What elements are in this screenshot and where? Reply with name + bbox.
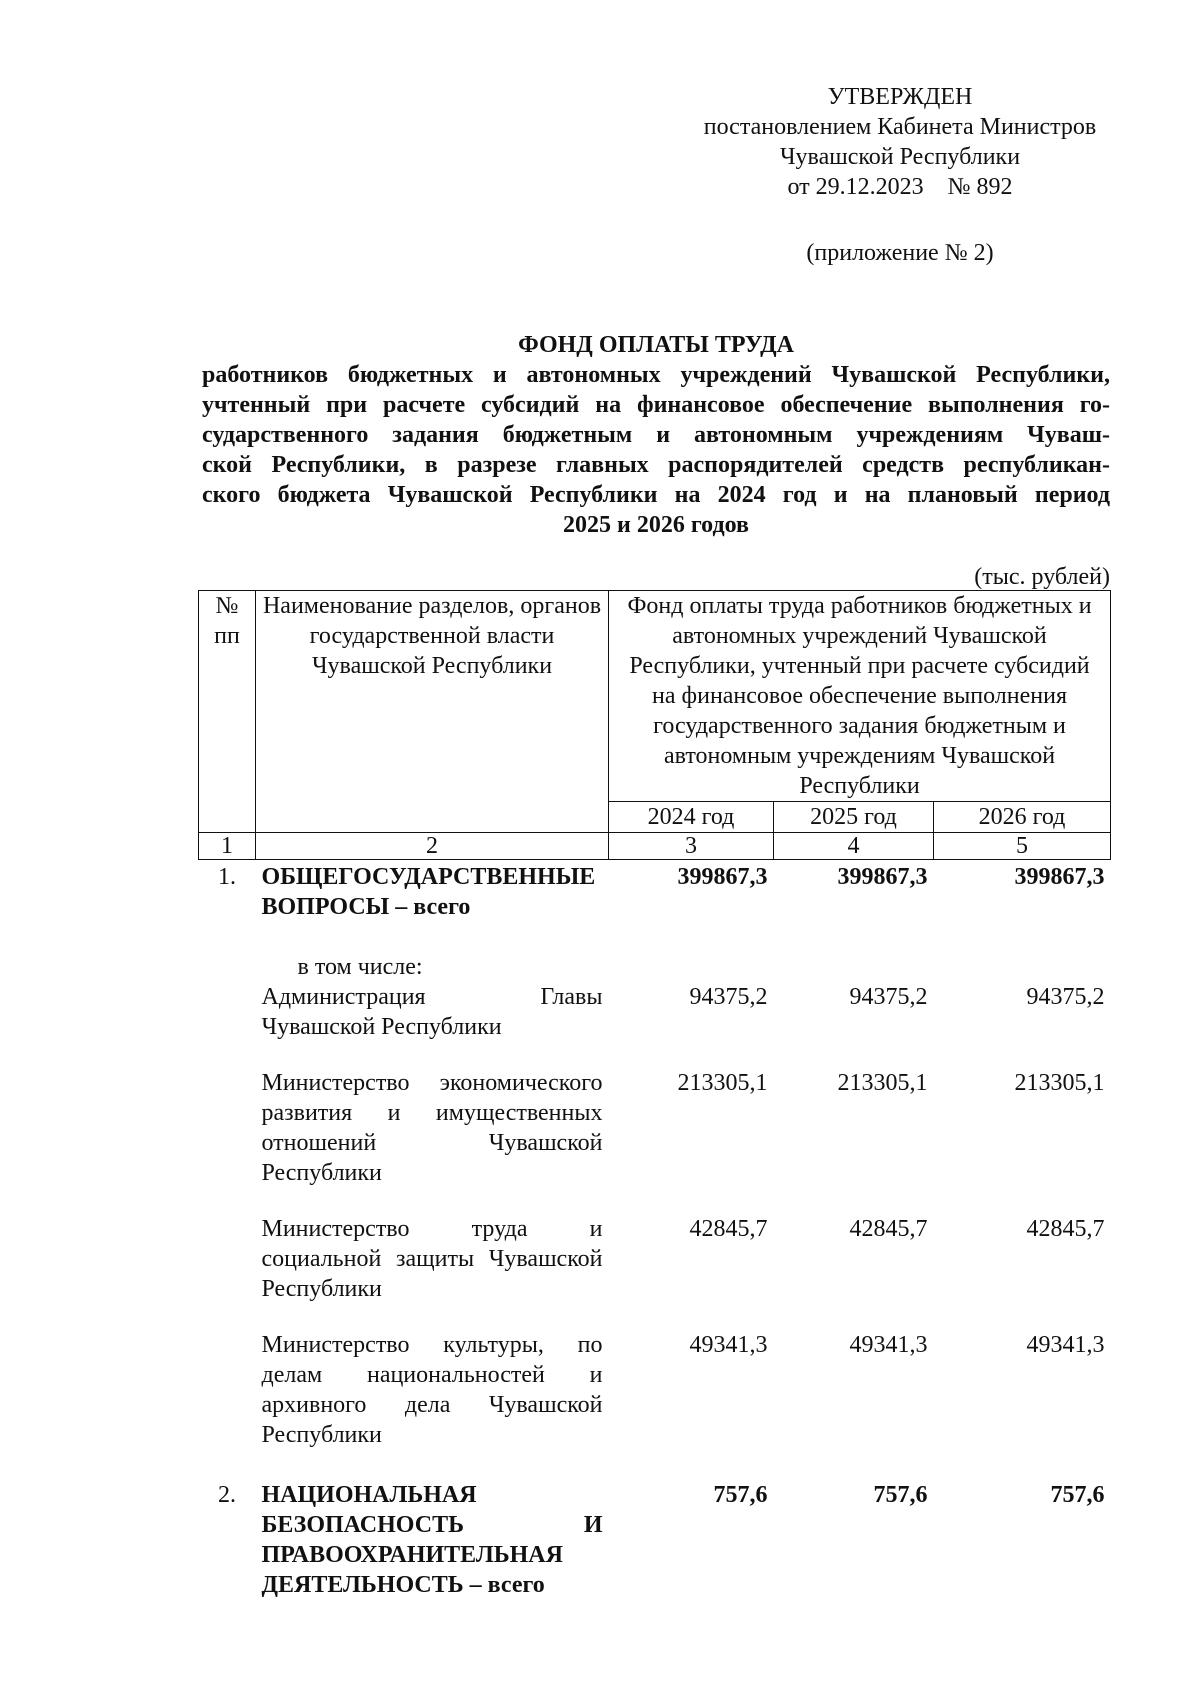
- table-row: [199, 1450, 1111, 1600]
- column-number: 5: [934, 833, 1111, 860]
- row-value-2025: 757,6: [873, 1482, 928, 1508]
- row-value-2026: 213305,1: [1014, 1070, 1105, 1096]
- empty-cell: [199, 922, 256, 982]
- table-row: [199, 922, 1111, 982]
- row-name: Администрация Главы Чувашской Республики: [261, 984, 603, 1040]
- column-number: 2: [256, 833, 609, 860]
- subtitle-line: сударственного задания бюджетным и автономным учреждениям Чуваш-: [202, 422, 1110, 448]
- approval-line: Чувашской Республики: [779, 144, 1021, 170]
- row-value-2025: 399867,3: [837, 864, 928, 890]
- header-year-2024: 2024 год: [609, 802, 774, 833]
- row-value-2024: 94375,2: [689, 984, 768, 1010]
- table-row: [199, 860, 1111, 923]
- row-number: [199, 1304, 256, 1450]
- empty-cell: [774, 922, 934, 982]
- column-number: 1: [199, 833, 256, 860]
- header-fund: Фонд оплаты труда работников бюджетных и автономных учреждений Чувашской Республики, учтенный при расчете субсидий на финансовое обеспечение выполнения государственного задания бюджетным и автономным учреждениям Чувашской Республики: [609, 591, 1111, 802]
- row-value-2025: 213305,1: [837, 1070, 928, 1096]
- table-row: [199, 1304, 1111, 1450]
- appendix-label: (приложение № 2): [806, 240, 994, 266]
- row-name: Министерство труда и социальной защиты Чувашской Республики: [261, 1216, 603, 1302]
- including-label: [256, 922, 609, 982]
- column-number: 4: [774, 833, 934, 860]
- row-value-2025: 42845,7: [849, 1216, 928, 1242]
- units-label: (тыс. рублей): [974, 564, 1110, 590]
- approval-line: от 29.12.2023 № 892: [787, 174, 1013, 200]
- row-value-2025: 49341,3: [849, 1332, 928, 1358]
- row-number: [199, 1042, 256, 1188]
- row-number: 1.: [218, 864, 236, 890]
- approval-line: постановлением Кабинета Министров: [703, 114, 1097, 140]
- document-subtitle: [202, 360, 1110, 540]
- row-name: Министерство культуры, по делам национальностей и архивного дела Чувашской Республики: [261, 1332, 603, 1448]
- row-value-2026: 49341,3: [1026, 1332, 1105, 1358]
- row-value-2026: 94375,2: [1026, 984, 1105, 1010]
- subtitle-line: учтенный при расчете субсидий на финансовое обеспечение выполнения го-: [202, 392, 1110, 418]
- document-title: ФОНД ОПЛАТЫ ТРУДА: [518, 332, 794, 358]
- row-number: [199, 1188, 256, 1304]
- row-value-2024: 49341,3: [689, 1332, 768, 1358]
- row-value-2024: 213305,1: [677, 1070, 768, 1096]
- table-row: [199, 1188, 1111, 1304]
- empty-cell: [609, 922, 774, 982]
- fund-table: [198, 590, 1111, 1600]
- row-name: НАЦИОНАЛЬНАЯ БЕЗОПАСНОСТЬ И ПРАВООХРАНИТЕЛЬНАЯ ДЕЯТЕЛЬНОСТЬ – всего: [261, 1482, 603, 1598]
- column-numbering-row: [199, 833, 1111, 860]
- header-name: Наименование разделов, органов государственной власти Чувашской Республики: [256, 591, 609, 833]
- row-value-2025: 94375,2: [849, 984, 928, 1010]
- subtitle-line: работников бюджетных и автономных учреждений Чувашской Республики,: [202, 362, 1110, 388]
- row-name: Министерство экономического развития и имущественных отношений Чувашской Республики: [261, 1070, 603, 1186]
- row-value-2026: 757,6: [1050, 1482, 1105, 1508]
- subtitle-line: ского бюджета Чувашской Республики на 2024 год и на плановый период: [202, 482, 1110, 508]
- header-year-2025: 2025 год: [774, 802, 934, 833]
- table-row: [199, 982, 1111, 1042]
- row-value-2024: 42845,7: [689, 1216, 768, 1242]
- including-text: в том числе:: [297, 954, 423, 980]
- row-value-2026: 399867,3: [1014, 864, 1105, 890]
- row-name: ОБЩЕГОСУДАРСТВЕННЫЕ ВОПРОСЫ – всего: [261, 864, 596, 920]
- row-value-2026: 42845,7: [1026, 1216, 1105, 1242]
- approval-stamp: [680, 82, 1120, 202]
- row-number: 2.: [218, 1482, 236, 1508]
- subtitle-line: ской Республики, в разрезе главных распорядителей средств республикан-: [202, 452, 1110, 478]
- row-number: [199, 982, 256, 1042]
- empty-cell: [934, 922, 1111, 982]
- column-number: 3: [609, 833, 774, 860]
- header-number: № пп: [199, 591, 256, 833]
- subtitle-line: 2025 и 2026 годов: [563, 512, 749, 538]
- row-value-2024: 399867,3: [677, 864, 768, 890]
- row-value-2024: 757,6: [713, 1482, 768, 1508]
- header-year-2026: 2026 год: [934, 802, 1111, 833]
- table-row: [199, 1042, 1111, 1188]
- approval-line: УТВЕРЖДЕН: [827, 84, 973, 110]
